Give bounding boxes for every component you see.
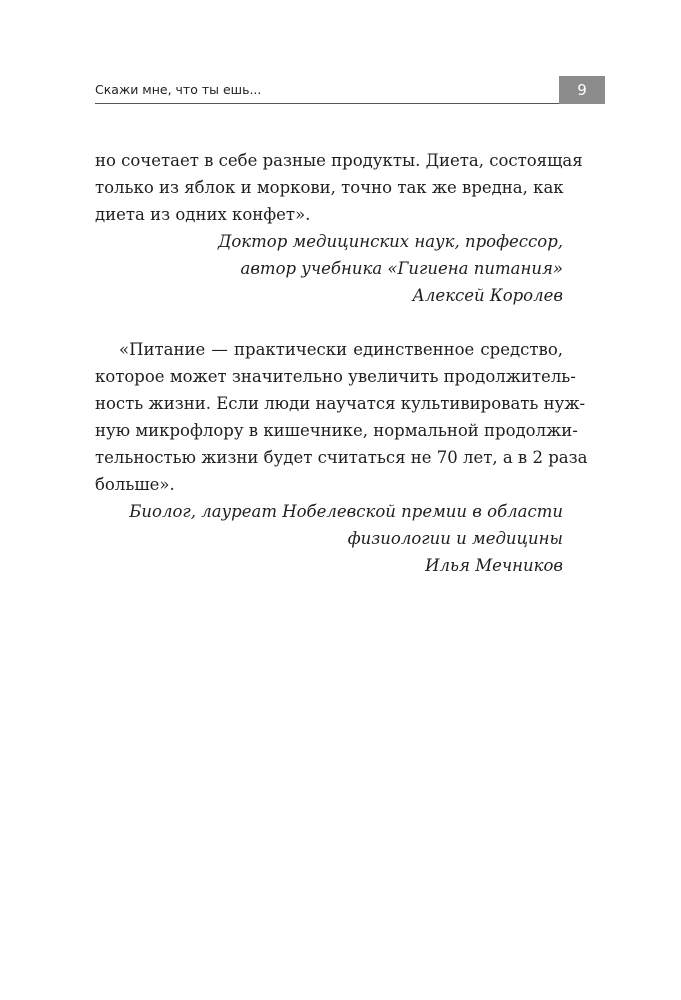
quote-line: но сочетает в себе разные продукты. Диета, состоящая bbox=[95, 151, 583, 170]
quote-line: которое может значительно увеличить продолжитель- bbox=[95, 367, 576, 386]
running-header bbox=[95, 76, 605, 104]
paragraph-gap bbox=[95, 309, 563, 336]
quote-line: больше». bbox=[95, 475, 175, 494]
header-rule bbox=[95, 103, 605, 104]
quote-attribution bbox=[95, 498, 563, 579]
quote-author: Илья Мечников bbox=[425, 556, 563, 575]
attribution-line: Биолог, лауреат Нобелевской премии в области bbox=[129, 502, 563, 521]
quote-line: «Питание — практически единственное средство, bbox=[119, 340, 563, 359]
attribution-line: автор учебника «Гигиена питания» bbox=[240, 259, 563, 278]
page-body bbox=[95, 147, 588, 579]
attribution-line: Доктор медицинских наук, профессор, bbox=[217, 232, 563, 251]
quote-attribution bbox=[95, 228, 563, 309]
quote-author: Алексей Королев bbox=[412, 286, 563, 305]
quote-line: только из яблок и моркови, точно так же вредна, как bbox=[95, 178, 564, 197]
running-header-title: Скажи мне, что ты ешь... bbox=[95, 82, 262, 97]
quote-mechnikov bbox=[95, 336, 588, 498]
quote-line: ность жизни. Если люди научатся культивировать нуж- bbox=[95, 394, 586, 413]
quote-mid-continuation bbox=[95, 147, 583, 228]
attribution-line: физиологии и медицины bbox=[347, 529, 563, 548]
quote-line: тельностью жизни будет считаться не 70 лет, а в 2 раза bbox=[95, 448, 588, 467]
quote-line: диета из одних конфет». bbox=[95, 205, 311, 224]
page-number: 9 bbox=[559, 76, 605, 104]
quote-line: ную микрофлору в кишечнике, нормальной продолжи- bbox=[95, 421, 578, 440]
